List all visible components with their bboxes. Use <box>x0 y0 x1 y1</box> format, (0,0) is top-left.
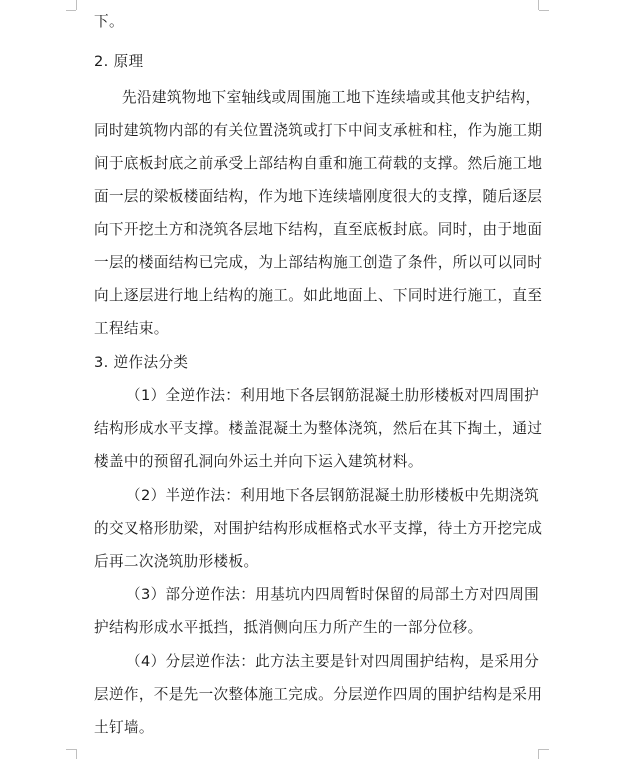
text-line: 后再二次浇筑肋形楼板。 <box>94 553 259 570</box>
text-line: 向下开挖土方和浇筑各层地下结构，直至底板封底。同时，由于地面 <box>94 221 543 238</box>
text-line: 间于底板封底之前承受上部结构自重和施工荷载的支撑。然后施工地 <box>94 155 543 172</box>
text-line: （3）部分逆作法：用基坑内四周暂时保留的局部土方对四周围 <box>126 586 540 603</box>
crop-mark <box>76 749 77 759</box>
text-line: 结构形成水平支撑。楼盖混凝土为整体浇筑，然后在其下掏土，通过 <box>94 420 543 437</box>
crop-mark <box>66 749 76 750</box>
text-line: 楼盖中的预留孔洞向外运土并向下运入建筑材料。 <box>94 453 423 470</box>
crop-mark <box>538 749 539 759</box>
text-line: 护结构形成水平抵挡，抵消侧向压力所产生的一部分位移。 <box>94 619 483 636</box>
text-line: 土钉墙。 <box>94 719 154 736</box>
text-line: （1）全逆作法：利用地下各层钢筋混凝土肋形楼板对四周围护 <box>126 387 540 404</box>
text-line: 下。 <box>94 13 124 30</box>
text-line: 面一层的梁板楼面结构，作为地下连续墙刚度很大的支撑，随后逐层 <box>94 188 543 205</box>
section-heading: 2. 原理 <box>94 53 144 70</box>
text-line: 向上逐层进行地上结构的施工。如此地面上、下同时进行施工，直至 <box>94 287 543 304</box>
crop-mark <box>538 0 539 10</box>
text-line: 同时建筑物内部的有关位置浇筑或打下中间支承桩和柱，作为施工期 <box>94 122 543 139</box>
text-line: （4）分层逆作法：此方法主要是针对四周围护结构，是采用分 <box>126 653 540 670</box>
crop-mark <box>76 0 77 10</box>
text-line: 工程结束。 <box>94 320 169 337</box>
text-line: 一层的楼面结构已完成，为上部结构施工创造了条件，所以可以同时 <box>94 254 543 271</box>
text-line: 先沿建筑物地下室轴线或周围施工地下连续墙或其他支护结构， <box>122 89 541 106</box>
text-line: 的交叉格形肋梁，对围护结构形成框格式水平支撑，待土方开挖完成 <box>94 520 543 537</box>
text-line: 层逆作，不是先一次整体施工完成。分层逆作四周的围护结构是采用 <box>94 686 543 703</box>
text-line: （2）半逆作法：利用地下各层钢筋混凝土肋形楼板中先期浇筑 <box>126 487 540 504</box>
section-heading: 3. 逆作法分类 <box>94 354 189 371</box>
crop-mark <box>66 10 76 11</box>
crop-mark <box>539 749 549 750</box>
crop-mark <box>539 10 549 11</box>
